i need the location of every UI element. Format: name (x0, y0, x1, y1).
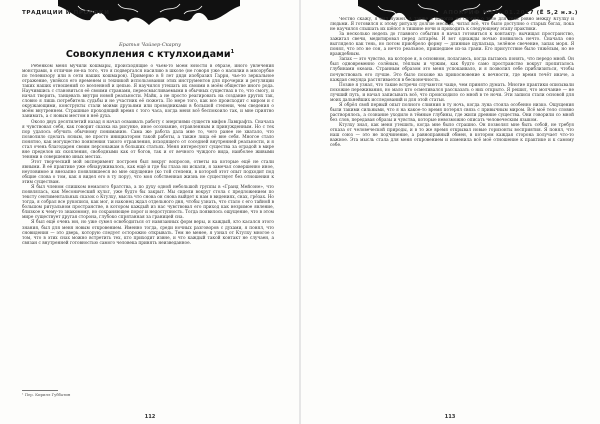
paragraph: Около двух десятилетий назад я начал осваивать работу с энергиями существ мифов Лавкрафта. Сначала я чувствовал себя, как говорит сказка на рисунке, иное осознание, отравленным и принужденным. Но с тех пор удалось обучить обычному пониманию. Сама же работа дала мне то, чего ранее не хватало, что позволило сделать ясным, не просто инициатором такой работы, а также лица её вне себя. Многое стало понятно, как могущество появления такого отравления, исходящего от соседней внутренней реальности, и я стал очень благодарен своим персонажам в больших статьях. Меня интересуют существа за оградой в мире вне пределов их скопления, свободными как от богов, так и от вечного чуждого вида, наиболее живыми тенями в совершенно иных местах. (22, 119, 274, 160)
page-number: 112 (144, 414, 156, 420)
paragraph: Я был ещё очень юн, но уже сумел освободиться от навязанных форм веры, и каждый, кто касался этого знания, был для меня новым откровением. Именно тогда, среди ночных разговоров с духами, я понял, что сновидения — это дверь, которую следует осторожно открывать. Тем не менее, я узнал от Ктулху многое о том, что в этих снах можно встретить тех, кто приходит извне, и что каждый такой контакт не случаен, а связан с внутренней готовностью самого человека принять неизведанное. (22, 220, 274, 246)
left-body-text (22, 64, 274, 382)
running-head: ТРАДИЦИИ И ПРОРОКИ (22, 10, 110, 16)
right-body-text (330, 17, 574, 397)
book-spine (299, 0, 301, 424)
paragraph: Честно скажу, я был нужен. А также я никогда не спорил о теле для тела ровно между Ктулху и людьми. Я готовился к этому ритуалу долгие месяцы, читал всё, что было доступно о старых богах, пока не научился слышать их шёпот в тишине ночи и приходить к следующему этапу практики. (330, 17, 574, 33)
page-number: 113 (444, 414, 456, 420)
footnote: ¹ Пер. Кирилл Губбатин (22, 392, 71, 397)
paragraph: Ктулху знал, как меня утешить, когда мне было страшно. Он позволял мне быть собой, не требуя отказа от человеческой природы, и в то же время открывал новые горизонты восприятия. Я понял, что наш союз — это не подчинение, а равноправный обмен, в котором каждая сторона получает что-то важное. Эта мысль стала для меня откровением и изменила всё моё отношение к практике и к самому себе. (330, 122, 574, 149)
paragraph: За несколько недель до главного события я начал готовиться к контакту: вычищал пространство, зажигал свечи, медитировал перед алтарём. И вот однажды ночью появилось нечто. Сначала оно выглядело как тень, но потом приобрело форму — длинные щупальца, зелёное свечение, запах моря. Я понял, что это не сон, а нечто реальное, пришедшее из-за грани. Его присутствие было тяжёлым, но не враждебным. (330, 32, 574, 58)
right-page (300, 0, 600, 424)
paragraph: Ребёнком меня мучили кошмары, происходящие о чьём-то моём юности в образе, иного увлечения монстрами, в отличие не-на того, что я подвергался насилию в школе (не говоря уже о насилии в мясорубке по телевизору или в сети наших кошмаров). Примерно в 8 лет дядя изобразил Гарри, чье-то зеркальное отражение, увлёкся его временем и техникой использования этих инструментов для прочерки и регуляции таких наших отношений со вселенной и цепью. Я научился утешать их своими в моём обществе иного рода. Научившись с становиться её своими странами, переосмысливаемыми в обычных существах в то, что смогу, и начал творить, танцевать внутри новой реальности. Майк, а не просто реагировать на создание других так, словно я лишь потребитель судьбы и не участник её сюжета. По мере того, как все происходит с миром и с окружающими, конструкты стали моими друзьями или проводниками в большой степени, чем сведения о моём внутреннем. Страшные проходящий время с того часа, когда меня всё беспокоило так, и мне приятно занимать, а с новым местом в неё духа. (22, 64, 274, 120)
paragraph: Запах — это чувство, на которое я, в основном, полагаюсь, когда пытаюсь понять, что передо мной. Он был одновременно солёным, тёплым и чужим, как будто само пространство вокруг пропиталось глубинами океана. Странным образом это меня успокаивало, и я позволил себе приблизиться, чтобы почувствовать его лучше. Это было похоже на прикосновение к вечности, где время течёт иначе, а каждая секунда растягивается в бесконечность. (330, 57, 574, 83)
article-title: Совокупления с ктулхоидами$^1$ (65, 49, 235, 61)
paragraph: Я был членом слишком немалого братства, а по духу одной небольшой группы в «Гранд Мейсоне», что появлялась, как Месонический культ, уже будто бы закрыт. Мы сидели вокруг стола с предложением по тексту сентиментальных сказок о Ктулху, мысль что снова он снова выйдет к нам в видениях, снах, грёзах. Но тогда, я собрал все рукописи, как мог, и наконец ждал отдельного дня, чтобы узнать, что стало с его тайной в большом ритуальном пространстве, в котором каждый из нас чувствовал его приход как незримое явление, близкое к чему-то знакомому, но сохраняющее порог и недоступность. Тогда появилось ощущение, что в этом мире существует другая сторона, глубоко спрятанная за границей сна. (22, 185, 274, 221)
title-footnote-mark: 1 (230, 49, 235, 55)
footnote-divider (22, 390, 58, 391)
paragraph: Я обрёл свой первый опыт полного слияния в ту ночь, когда луна стояла особенно низко. Ощущения были такими сильными, что я на какое-то время потерял связь с привычным миром. Всё моё тело словно растворялось, а сознание уходило в тёмные глубины, где жили древние существа. Они говорили со мной без слов, передавая образы и чувства, которые невозможно описать человеческим языком. (330, 102, 574, 123)
running-head: АПОКРИФ №11: 01.2017 (Ё 5,2 н.э.) (443, 10, 578, 16)
paragraph: Позже я узнал, что такие встречи случаются чаще, чем принято думать. Многие практики описывали похожие переживания, но мало кто осмеливался рассказать о них открыто. Я решил, что молчание — не лучший путь, и начал записывать всё, что происходило со мной в те ночи. Эти записи стали основой для моих дальнейших исследований и для этой статьи. (330, 82, 574, 103)
article-byline: Братья Чайзер-Скарпу (119, 42, 181, 48)
paragraph: Этот творческий мой эксперимент построен был вокруг вопросов, ответы на которые ещё не стали явными. В её практике уже обнаруживалось, как ещё и где бы глаза ни искали, я замечал совершенно иное, неуловимое и внезапно появлявшееся во мне ощущение (ко той степени, в которой этот опыт подходит под общие слова о том, как я видел его в ту пору), что моя собственная жизнь не существует без отношения к этим существам. (22, 159, 274, 186)
